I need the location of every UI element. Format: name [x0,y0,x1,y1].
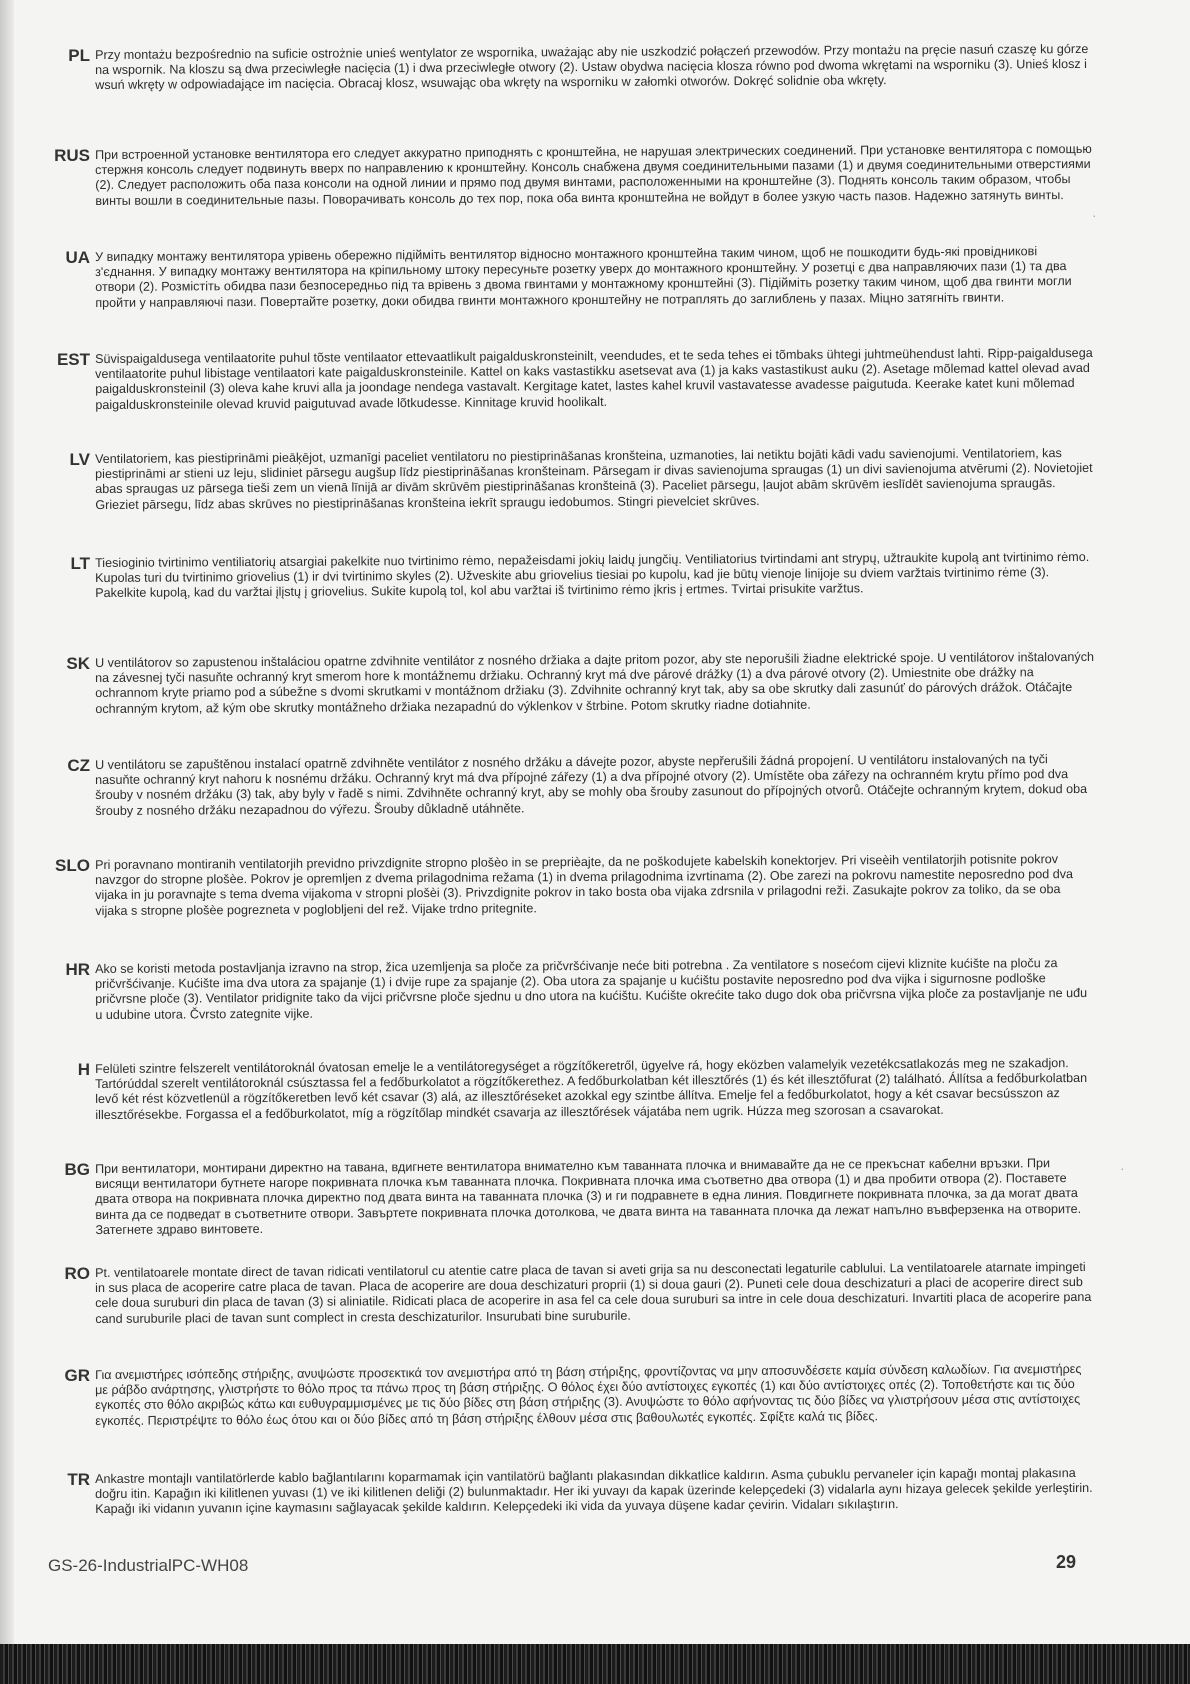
language-code: GR [64,1366,90,1385]
language-code: EST [56,350,90,369]
instruction-text: Ankastre montajlı vantilatörlerde kablo bağlantılarını koparmamak için vantilatörü bağlantı plakasından dikkatlice kaldırın. Asma çubuklu pervaneler için kapağı montaj plakasına doğru itin. Kapağın iki kilitlenen yuvası (1) ve iki kilitlenen deliği (2) bulunmaktadır. Her iki yuvayı da kapak üzerinde kelepçedeki (3) vidalarla aynı hizaya gelecek şekilde yerleştirin. Kapağı iki vidanın yuvanın içine kaymasını sağlayacak şekilde kaldırın. Kelepçedeki iki vida da yuvaya düşene kadar çevirin. Vidaları sıkılaştırın. [95,1466,1093,1517]
language-code: PL [68,46,90,65]
language-code: HR [65,960,90,979]
footer-model: GS-26-IndustrialPC-WH08 [48,1556,249,1575]
language-code: CZ [67,756,90,775]
language-code: RO [64,1264,90,1283]
instruction-text: У випадку монтажу вентилятора урівень обережно підійміть вентилятор відносно монтажного кронштейна таким чином, щоб не пошкодити будь-які провідникові з'єднання. У випадку монтажу вентилятора на кріпильному штоку пересуньте розетку уверх до монтажного кронштейну. У розетці є два направляючих пази (1) та два отвори (2). Розмістіть обидва пази безпосередньо під та врівень з двома гвинтами у монтажному кронштейні (3). Підійміть розетку таким чином, щоб два гвинти могли пройти у направляючі пази. Повертайте розетку, доки обидва гвинти монтажного кронштейну не потраплять до заглиблень у пазах. Міцно затягніть гвинти. [95,244,1072,310]
instruction-text: При встроенной установке вентилятора его следует аккуратно приподнять с кронштейна, не нарушая электрических соединений. При установке вентилятора с помощью стержня консоль следует подвинуть вверх по направлению к кронштейну. Консоль снабжена двумя соединительными пазами (1) и двумя соединительными отверстиями (2). Следует расположить оба паза консоли на одной линии и прямо под двумя винтами, расположенными на кронштейне (3). Поднять консоль таким образом, чтобы винты вошли в соединительные пазы. Поворачивать консоль до тех пор, пока оба винта кронштейна не войдут в более узкую часть пазов. Надежно затянуть винты. [95,141,1092,208]
instruction-text: U ventilátorov so zapustenou inštaláciou opatrne zdvihnite ventilátor z nosného držiaka a dajte pritom pozor, aby ste neporušili žiadne elektrické spoje. U ventilátorov inštalovaných na závesnej tyči nasuňte ochranný kryt smerom hore k montážnemu držiaku. Ochranný kryt má dve párové drážky (1) a dva párové otvory (2). Umiestnite obe drážky na ochrannom kryte priamo pod a súbežne s dvomi skrutkami v montážnom držiaku (3). Zdvihnite ochranný kryt tak, aby sa obe skrutky dali zasunúť do párových drážok. Otáčajte ochranným krytom, až kým obe skrutky montážneho držiaka nezapadnú do výklenkov v štrbine. Potom skrutky riadne dotiahnite. [95,649,1095,716]
instruction-text: Ventilatoriem, kas piestiprināmi pieāķējot, uzmanīgi paceliet ventilatoru no piestiprināšanas kronšteina, uzmanoties, lai netiktu bojāti kādi vadu savienojumi. Ventilatoriem, kas piestiprināmi ar stieni uz leju, slidiniet pārsegu augšup līdz piestiprināšanas kronšteinam. Pārsegam ir divas savienojuma spraugas (1) un divi savienojuma atvērumi (2). Novietojiet abas spraugas uz pārsega tieši zem un vienā līnijā ar divām skrūvēm piestiprināšanas kronšteinā (3). Paceliet pārsegu, ļaujot abām skrūvēm ieslīdēt savienojuma spraugās. Grieziet pārsegu, līdz abas skrūves no piestiprināšanas kronšteina iekrīt spraugu iedobumos. Stingri pievelciet skrūves. [95,446,1093,512]
language-code: H [77,1060,90,1079]
language-code: BG [64,1160,90,1179]
instruction-text: Przy montażu bezpośrednio na suficie ostrożnie unieś wentylator ze wspornika, uważając aby nie uszkodzić połączeń przewodów. Przy montażu na pręcie nasuń czaszę ku górze na wspornik. Na kloszu są dwa przeciwległe nacięcia (1) i dwa przeciwległe otwory (2). Ustaw obydwa nacięcia klosza równo pod dwoma wkrętami na wsporniku (3). Unieś klosz i wsuń wkręty w odpowiadające im nacięcia. Obracaj klosz, wsuwając oba wkręty na wsporniku w załomki otworów. Dokręć solidnie oba wkręty. [95,41,1089,93]
scan-speck: · [1120,1160,1125,1176]
instruction-text: Για ανεμιστήρες ισόπεδης στήριξης, ανυψώστε προσεκτικά τον ανεμιστήρα από τη βάση στήριξης, φροντίζοντας να μην αποσυνδέσετε καμία σύνδεση καλωδίων. Για ανεμιστήρες με ράβδο ανάρτησης, γλιστρήστε το θόλο προς τα πάνω προς τη βάση στήριξης. Ο θόλος έχει δύο αντίστοιχες εγκοπές (1) και δύο αντίστοιχες οπές (2). Τοποθετήστε και τις δύο εγκοπές στο θόλο ακριβώς κάτω και ευθυγραμμισμένες με τις δύο βίδες στη βάση στήριξης (3). Ανυψώστε το θόλο αφήνοντας τις δύο βίδες να γλιστρήσουν μέσα στις αντίστοιχες εγκοπές. Περιστρέψτε το θόλο έως ότου και οι δύο βίδες από τη βάση στήριξης έλθουν μέσα στις βαθουλωτές εγκοπές. Σφίξτε καλά τις βίδες. [95,1361,1082,1428]
instruction-text: При вентилатори, монтирани директно на тавана, вдигнете вентилатора внимателно към таванната плочка и внимавайте да не се прекъснат кабелни връзки. При висящи вентилатори бутнете нагоре покривната плочка към таванната плочка. Покривната плочка има съответно два отвора (1) и два пробити отвора (2). Поставете двата отвора на покривната плочка директно под двата винта на таванната плочка (3) и ги подравнете в една линия. Повдигнете покривната плочка, за да могат двата винта да се подведат в съответните отвори. Завъртете покривната плочка дотолкова, че двата винта на таванната плочка да лежат напълно въвферзенка на отворите. Затегнете здраво винтовете. [95,1156,1082,1237]
language-code: SK [66,654,90,673]
instruction-text: Pri poravnano montiranih ventilatorjih previdno privzdignite stropno plošèo in se preprièajte, da ne poškodujete kabelskih konektorjev. Pri viseèih ventilatorjih potisnite pokrov navzgor do stropne plošèe. Pokrov je opremljen z dvema prilagodnima režama (1) in dvema prilagodnima izvrtinama (2). Obe zarezi na pokrovu namestite neposredno pod dva vijaka in ju poravnajte s tema dvema vijakoma v stropni plošèi (3). Privzdignite pokrov in tako bosta oba vijaka zdrsnila v prilagodni reži. Zasukajte pokrov za toliko, da se oba vijaka s stropne plošèe pogrezneta v poglobljeni del rež. Vijake trdno pritegnite. [95,852,1074,918]
scan-edge-shadow [0,0,14,1684]
scan-speck: · [1092,207,1097,223]
language-code: UA [65,248,90,267]
language-code: RUS [54,146,90,165]
instruction-text: Felületi szintre felszerelt ventilátoroknál óvatosan emelje le a ventilátoregységet a rögzítőkeretről, ügyelve rá, hogy eközben valamelyik vezetékcsatlakozás meg ne szakadjon. Tartórúddal szerelt ventilátoroknál csúsztassa fel a fedőburkolatot a rögzítőkerethez. A fedőburkolatban két illesztőrés (1) és két illesztőfurat (2) található. Állítsa a fedőburkolatban levő két rést közvetlenül a rögzítőkeretben levő két csavar (3) alá, az illesztőréseket azokkal egy szintbe állítva. Emelje fel a fedőburkolatot, hogy a két csavar becsússzon az illesztőrésekbe. Forgassa el a fedőburkolatot, míg a rögzítőlap mindkét csavarja az illesztőrések vájatába nem ugrik. Húzza meg szorosan a csavarokat. [95,1056,1088,1122]
instruction-text: Tiesioginio tvirtinimo ventiliatorių atsargiai pakelkite nuo tvirtinimo rėmo, nepažeisdami jokių laidų jungčių. Ventiliatorius tvirtindami ant strypų, užtraukite kupolą ant tvirtinimo rėmo. Kupolas turi du tvirtinimo griovelius (1) ir dvi tvirtinimo skyles (2). Užveskite abu griovelius tiesiai po kupolu, kad jie būtų vienoje linijoje su dviem varžtais tvirtinimo rėme (3). Pakelkite kupolą, kad du varžtai įlįstų į griovelius. Sukite kupolą tol, kol abu varžtai iš tvirtinimo rėmo įkris į ertmes. Tvirtai prisukite varžtus. [95,549,1090,601]
page-number: 29 [1055,1552,1076,1572]
instruction-text: Pt. ventilatoarele montate direct de tavan ridicati ventilatorul cu atentie catre placa de tavan si aveti grija sa nu desconectati legaturile cablului. La ventilatoarele atarnate impingeti in sus placa de acoperire catre placa de tavan. Placa de acoperire are doua deschizaturi proprii (1) si doua gauri (2). Puneti cele doua deschizaturi a placi de acoperire direct sub cele doua suruburi din placa de tavan (3) si aliniatile. Ridicati placa de acoperire in asa fel ca cele doua suruburi sa intre in cele doua deschizaturi. Invartiti placa de acoperire pana cand suruburile placi de tavan sunt complect in cresta deschizaturilor. Insurubati bine suruburile. [95,1259,1092,1326]
language-code: SLO [55,856,90,875]
language-code: TR [67,1470,90,1489]
language-code: LT [70,554,90,573]
language-code: LV [69,450,90,469]
instruction-text: Süvispaigaldusega ventilaatorite puhul tõste ventilaator ettevaatlikult paigalduskronsteinilt, veendudes, et te seda tehes ei tõmbaks ühtegi juhtmeühendust lahti. Ripp-paigaldusega ventilaatorite puhul libistage ventilaatori kate paigalduskronsteinile. Kattel on kaks vastastikku asetsevat ava (1) ja kaks vastastikust auku (2). Asetage mõlemad kattel olevad avad paigalduskronsteinil (3) oleva kahe kruvi alla ja joondage nendega vastavalt. Kergitage katet, lastes kahel kruvil vastavatesse avadesse paigutuda. Keerake katet kuni mõlemad paigalduskronsteinile olevad kruvid paigutuvad avade lõtkudesse. Kinnitage kruvid hoolikalt. [95,345,1093,412]
scan-bottom-band [0,1644,1190,1684]
instruction-text: U ventilátoru se zapuštěnou instalací opatrně zdvihněte ventilátor z nosného držáku a dávejte pozor, abyste nepřerušili žádná propojení. U ventilátoru instalovaných na tyči nasuňte ochranný kryt nahoru k nosnému držáku. Ochranný kryt má dva přípojné zářezy (1) a dva přípojné otvory (2). Umístěte oba zářezy na ochranném krytu přímo pod dva šrouby v nosném držáku (3) tak, aby byly v řadě s nimi. Zdvihněte ochranný kryt, aby se mohly oba šrouby zasunout do přípojných otvorů. Otáčejte ochranným krytem, dokud oba šrouby z nosného držáku nezapadnou do výřezu. Šrouby důkladně utáhněte. [95,752,1088,818]
instruction-text: Ako se koristi metoda postavljanja izravno na strop, žica uzemljenja sa ploče za pričvršćivanje neće biti potrebna . Za ventilatore s nosećom cijevi kliznite kućište na ploču za pričvršćivanje. Kućište ima dva utora za spajanje (1) i dvije rupe za spajanje (2). Oba utora za spajanje u kućištu postavite neposredno pod dva vijka i sigurnosne podloške pričvrsne ploče (3). Ventilator pridignite tako da vijci pričvrsne ploče sjednu u dno utora na kućištu. Kućište okrećite tako dugo dok oba pričvrsna vijka ploče za postavljanje ne uđu u udubine utora. Čvrsto zategnite vijke. [95,956,1088,1022]
